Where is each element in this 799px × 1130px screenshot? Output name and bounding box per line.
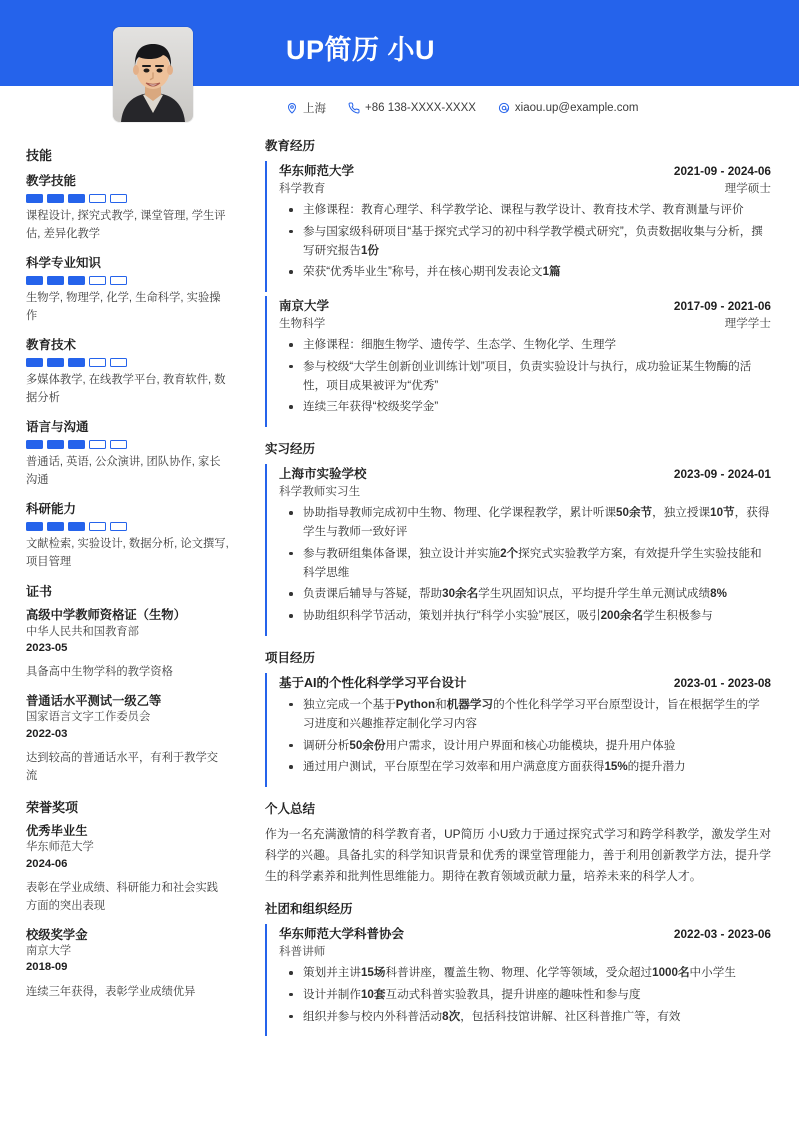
- entry-bullet: 参与校级“大学生创新创业训练计划”项目，负责实验设计与执行，成功验证某生物酶的活性，项目成果被评为“优秀”: [301, 358, 771, 396]
- contact-location: [286, 100, 326, 116]
- entry-bullet: 调研分析50余份用户需求，设计用户界面和核心功能模块，提升用户体验: [301, 737, 771, 756]
- entry-date-range: 2023-01 - 2023-08: [673, 675, 771, 690]
- skill-items: 普通话, 英语, 公众演讲, 团队协作, 家长沟通: [26, 456, 221, 486]
- experience-entry: [265, 464, 771, 636]
- skill-rating-bar: [26, 440, 229, 449]
- skill-rating-segment: [26, 276, 43, 285]
- section-internship: [265, 439, 771, 636]
- skill-items: 文献检索, 实验设计, 数据分析, 论文撰写, 项目管理: [26, 538, 229, 568]
- entry-date-range: 2023-09 - 2024-01: [673, 467, 771, 482]
- skill-name: 科研能力: [26, 502, 77, 516]
- skill-group: [26, 417, 229, 489]
- skill-rating-segment: [110, 358, 127, 367]
- skill-rating-segment: [47, 276, 64, 285]
- entry-bullet: 参与教研组集体备课，独立设计并实施2个探究式实验教学方案，有效提升学生实验技能和科学思维: [301, 545, 771, 583]
- page-title: UP简历 小U: [286, 35, 436, 65]
- skill-name: 教育技术: [26, 338, 77, 352]
- skill-rating-segment: [68, 358, 85, 367]
- section-title-summary: 个人总结: [265, 802, 316, 817]
- award-date: 2024-06: [26, 857, 68, 870]
- entry-bullet-list: [279, 504, 771, 626]
- experience-entry: [265, 924, 771, 1036]
- entry-header: [279, 924, 771, 942]
- section-title-organizations: 社团和组织经历: [265, 902, 353, 917]
- entry-role: 科普讲师: [279, 945, 326, 959]
- resume-body: [0, 130, 799, 1048]
- entry-date-range: 2017-09 - 2021-06: [673, 299, 771, 314]
- entry-subheader: [279, 180, 771, 196]
- skill-name: 教学技能: [26, 174, 77, 188]
- entry-bullet: 连续三年获得“校级奖学金”: [301, 398, 771, 417]
- skill-rating-segment: [26, 358, 43, 367]
- experience-entry: [265, 161, 771, 292]
- skill-group: [26, 335, 229, 407]
- skill-rating-segment: [68, 276, 85, 285]
- entry-degree: 理学硕士: [724, 182, 771, 195]
- skill-group: [26, 499, 229, 571]
- summary-text: 作为一名充满激情的科学教育者，UP简历 小U致力于通过探究式学习和跨学科教学，激发学生对科学的兴趣。具备扎实的科学知识背景和优秀的课堂管理能力，善于利用创新教学方法，提升学生的科学素养和批判性思维能力。期待在教育领域贡献力量，培养未来的科学人才。: [265, 827, 771, 884]
- experience-entry: [265, 673, 771, 787]
- entry-degree: 理学学士: [724, 317, 771, 331]
- award-name: 校级奖学金: [26, 927, 88, 942]
- entry-header: [279, 296, 771, 314]
- entry-bullet: 通过用户测试，平台原型在学习效率和用户满意度方面获得15%的提升潜力: [301, 758, 771, 777]
- entry-role: 科学教师实习生: [279, 485, 361, 499]
- skill-items: 生物学, 物理学, 化学, 生命科学, 实验操作: [26, 292, 221, 322]
- award-item: [26, 927, 229, 1002]
- award-date: 2018-09: [26, 961, 68, 974]
- skill-rating-bar: [26, 276, 229, 285]
- skills-list: [26, 171, 229, 571]
- entry-organization: 基于AI的个性化科学学习平台设计: [279, 675, 467, 690]
- entry-bullet: 主修课程：教育心理学、科学教学论、课程与教学设计、教育技术学、教育测量与评价: [301, 201, 771, 220]
- skill-items: 课程设计, 探究式教学, 课堂管理, 学生评估, 差异化教学: [26, 210, 226, 240]
- award-name: 优秀毕业生: [26, 823, 88, 838]
- section-title-projects: 项目经历: [265, 650, 316, 665]
- skill-name: 语言与沟通: [26, 420, 89, 434]
- entry-role: 生物科学: [279, 317, 326, 331]
- section-projects: [265, 648, 771, 787]
- skill-rating-segment: [47, 358, 64, 367]
- section-title-internship: 实习经历: [265, 442, 316, 457]
- skill-rating-segment: [68, 194, 85, 203]
- skill-rating-segment: [47, 194, 64, 203]
- entry-bullet-list: [279, 964, 771, 1026]
- sidebar-section-skills-title: 技能: [26, 148, 53, 163]
- entry-bullet: 荣获“优秀毕业生”称号，并在核心期刊发表论文1篇: [301, 263, 771, 282]
- entry-bullet: 负责课后辅导与答疑，帮助30余名学生巩固知识点，平均提升学生单元测试成绩8%: [301, 585, 771, 604]
- skill-rating-bar: [26, 358, 229, 367]
- award-desc: 表彰在学业成绩、科研能力和社会实践方面的突出表现: [26, 881, 219, 913]
- skill-rating-segment: [89, 276, 106, 285]
- section-education: [265, 136, 771, 427]
- entry-bullet-list: [279, 201, 771, 282]
- skill-group: [26, 253, 229, 325]
- certificate-name: 高级中学教师资格证（生物）: [26, 608, 186, 622]
- contact-location-text: 上海: [303, 103, 326, 115]
- contact-email: [498, 102, 639, 114]
- entry-bullet: 参与国家级科研项目“基于探究式学习的初中科学教学模式研究”，负责数据收集与分析，撰写研究报告1份: [301, 223, 771, 261]
- certificate-desc: 具备高中生物学科的教学资格: [26, 666, 173, 679]
- certificate-desc: 达到较高的普通话水平，有利于教学交流: [26, 751, 219, 783]
- skill-rating-segment: [26, 522, 43, 531]
- entry-organization: 南京大学: [279, 299, 330, 314]
- award-org: 华东师范大学: [26, 841, 94, 854]
- section-summary: [265, 799, 771, 887]
- certificates-list: [26, 607, 229, 786]
- entry-subheader: [279, 483, 771, 499]
- award-org: 南京大学: [26, 945, 72, 958]
- skill-rating-bar: [26, 522, 229, 531]
- entry-bullet: 主修课程：细胞生物学、遗传学、生态学、生物化学、生理学: [301, 336, 771, 355]
- sidebar-section-certs-title: 证书: [26, 584, 53, 599]
- skill-rating-segment: [110, 276, 127, 285]
- entry-organization: 华东师范大学: [279, 164, 355, 178]
- contact-phone: [348, 102, 476, 114]
- entry-header: [279, 673, 771, 691]
- entry-role: 科学教育: [279, 182, 326, 195]
- email-icon: [498, 102, 510, 114]
- entry-date-range: 2022-03 - 2023-06: [673, 927, 771, 942]
- entry-header: [279, 161, 771, 179]
- entry-organization: 上海市实验学校: [279, 467, 367, 482]
- section-title-education: 教育经历: [265, 139, 316, 153]
- entry-bullet-list: [279, 336, 771, 417]
- entry-bullet: 独立完成一个基于Python和机器学习的个性化科学学习平台原型设计，旨在根据学生的学习进度和兴趣推荐定制化学习内容: [301, 696, 771, 734]
- award-desc: 连续三年获得，表彰学业成绩优异: [26, 985, 196, 998]
- certificate-item: [26, 607, 229, 682]
- skill-rating-segment: [110, 522, 127, 531]
- skill-rating-segment: [68, 440, 85, 449]
- entry-bullet-list: [279, 696, 771, 777]
- certificate-name: 普通话水平测试一级乙等: [26, 693, 162, 708]
- skill-rating-segment: [26, 440, 43, 449]
- contact-phone-text: +86 138-XXXX-XXXX: [365, 102, 476, 114]
- experience-entry: [265, 296, 771, 427]
- entry-subheader: [279, 943, 771, 959]
- location-icon: [286, 102, 298, 114]
- entry-organization: 华东师范大学科普协会: [279, 927, 405, 942]
- sidebar: [0, 136, 255, 1012]
- entry-header: [279, 464, 771, 482]
- certificate-org: 国家语言文字工作委员会: [26, 711, 151, 724]
- skill-group: [26, 171, 229, 243]
- certificate-item: [26, 693, 229, 786]
- avatar: [113, 27, 193, 122]
- contact-email-text: xiaou.up@example.com: [514, 102, 639, 114]
- project-entries: [265, 673, 771, 787]
- internship-entries: [265, 464, 771, 636]
- main-column: [255, 136, 799, 1048]
- sidebar-section-awards-title: 荣誉奖项: [26, 799, 79, 815]
- skill-rating-segment: [68, 522, 85, 531]
- skill-rating-segment: [26, 194, 43, 203]
- phone-icon: [348, 102, 360, 114]
- certificate-date: 2022-03: [26, 727, 68, 740]
- entry-bullet: 策划并主讲15场科普讲座，覆盖生物、物理、化学等领域，受众超过1000名中小学生: [301, 964, 771, 983]
- skill-rating-segment: [89, 358, 106, 367]
- entry-subheader: [279, 315, 771, 331]
- skill-rating-segment: [89, 440, 106, 449]
- certificate-date: 2023-05: [26, 641, 68, 654]
- award-item: [26, 823, 229, 916]
- entry-bullet: 协助指导教师完成初中生物、物理、化学课程教学，累计听课50余节，独立授课10节，获得学生与教师一致好评: [301, 504, 771, 542]
- entry-date-range: 2021-09 - 2024-06: [673, 164, 771, 178]
- skill-items: 多媒体教学, 在线教学平台, 教育软件, 数据分析: [26, 374, 226, 404]
- skill-rating-segment: [89, 522, 106, 531]
- skill-rating-segment: [47, 522, 64, 531]
- education-entries: [265, 161, 771, 427]
- skill-name: 科学专业知识: [26, 256, 102, 270]
- awards-list: [26, 823, 229, 1002]
- skill-rating-bar: [26, 194, 229, 203]
- certificate-org: 中华人民共和国教育部: [26, 625, 139, 638]
- organization-entries: [265, 924, 771, 1036]
- skill-rating-segment: [110, 440, 127, 449]
- section-organizations: [265, 899, 771, 1036]
- skill-rating-segment: [110, 194, 127, 203]
- entry-bullet: 协助组织科学节活动，策划并执行“科学小实验”展区，吸引200余名学生积极参与: [301, 607, 771, 626]
- entry-bullet: 设计并制作10套互动式科普实验教具，提升讲座的趣味性和参与度: [301, 986, 771, 1005]
- skill-rating-segment: [47, 440, 64, 449]
- entry-bullet: 组织并参与校内外科普活动8次，包括科技馆讲解、社区科普推广等，有效: [301, 1008, 771, 1027]
- skill-rating-segment: [89, 194, 106, 203]
